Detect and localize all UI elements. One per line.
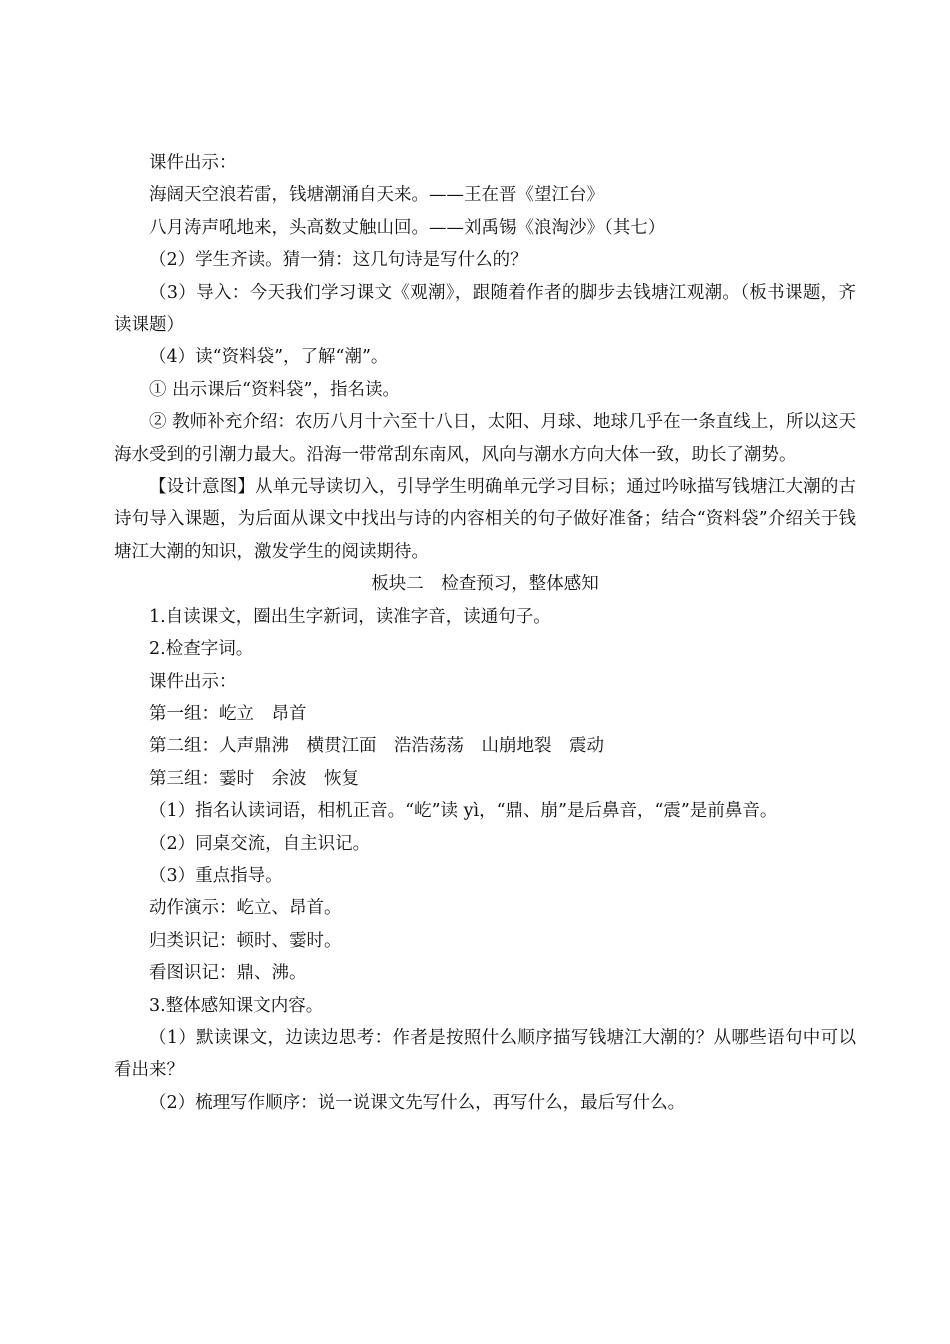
paragraph-group-1: 第一组：屹立 昂首: [149, 703, 307, 724]
document-body: [114, 147, 856, 1119]
paragraph-courseware-label-2: 课件出示：: [149, 671, 237, 692]
paragraph-item-3-2: （2）梳理写作顺序：说一说课文先写什么，再写什么，最后写什么。: [149, 1092, 686, 1113]
paragraph-step-4-2: ② 教师补充介绍：农历八月十六至十八日，太阳、月球、地球几乎在一条直线上，所以这天海水受到的引潮力最大。沿海一带常刮东南风，风向与潮水方向大体一致，助长了潮势。: [114, 412, 856, 465]
paragraph-design-intent: 【设计意图】从单元导读切入，引导学生明确单元学习目标；通过吟咏描写钱塘江大潮的古诗句导入课题，为后面从课文中找出与诗的内容相关的句子做好准备；结合“资料袋”介绍关于钱塘江大潮的知识，激发学生的阅读期待。: [114, 477, 856, 562]
paragraph-action-demo: 动作演示：屹立、昂首。: [149, 898, 342, 919]
paragraph-substep-3: （3）重点指导。: [149, 865, 283, 886]
paragraph-poem-wangjiangtai: 海阔天空浪若雷，钱塘潮涌自天来。——王在晋《望江台》: [149, 185, 604, 206]
paragraph-courseware-label: 课件出示：: [149, 153, 237, 173]
paragraph-item-1: 1.自读课文，圈出生字新词，读准字音，读通句子。: [149, 606, 551, 627]
paragraph-item-3: 3.整体感知课文内容。: [149, 995, 324, 1016]
paragraph-group-2: 第二组：人声鼎沸 横贯江面 浩浩荡荡 山崩地裂 震动: [149, 736, 604, 757]
paragraph-step-4: （4）读“资料袋”，了解“潮”。: [149, 347, 389, 368]
paragraph-poem-langtaosha: 八月涛声吼地来，头高数丈触山回。——刘禹锡《浪淘沙》（其七）: [149, 217, 666, 238]
paragraph-item-3-1: （1）默读课文，边读边思考：作者是按照什么顺序描写钱塘江大潮的？从哪些语句中可以看出来？: [114, 1027, 856, 1081]
paragraph-group-3: 第三组：霎时 余波 恢复: [149, 768, 359, 789]
section-heading: 板块二 检查预习，整体感知: [371, 574, 599, 595]
paragraph-step-4-1: ① 出示课后“资料袋”，指名读。: [149, 379, 400, 400]
paragraph-substep-2: （2）同桌交流，自主识记。: [149, 833, 371, 854]
paragraph-category-memory: 归类识记：顿时、霎时。: [149, 930, 342, 951]
paragraph-item-2: 2.检查字词。: [149, 639, 254, 660]
paragraph-step-3: （3）导入：今天我们学习课文《观潮》，跟随着作者的脚步去钱塘江观潮。（板书课题，齐读课题）: [114, 282, 856, 336]
paragraph-picture-memory: 看图识记：鼎、沸。: [149, 963, 307, 984]
paragraph-substep-1: （1）指名认读词语，相机正音。“屹”读 yì，“鼎、崩”是后鼻音，“震”是前鼻音。: [149, 801, 778, 822]
paragraph-step-2: （2）学生齐读。猜一猜：这几句诗是写什么的？: [149, 250, 528, 271]
